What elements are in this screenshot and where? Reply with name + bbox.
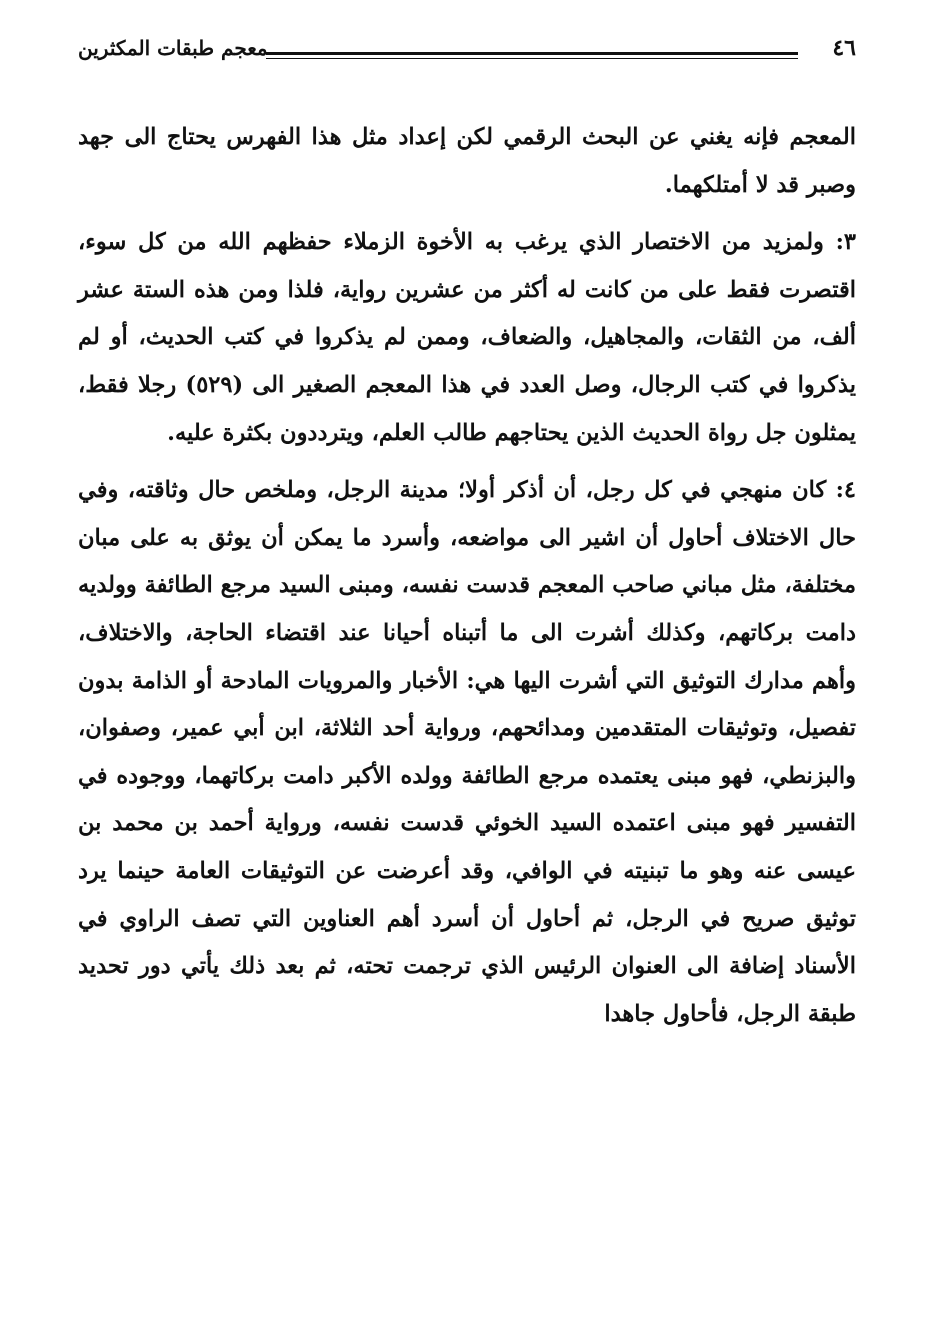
- book-title: معجم طبقات المكثرين: [78, 36, 268, 60]
- header-rule: [266, 52, 798, 55]
- paragraph-continuation: المعجم فإنه يغني عن البحث الرقمي لكن إعداد مثل هذا الفهرس يحتاج الى جهد وصبر قد لا أمتلكهما.: [78, 124, 856, 198]
- body-text: [78, 114, 856, 1038]
- paragraph-point-4: ٤: كان منهجي في كل رجل، أن أذكر أولا؛ مدينة الرجل، وملخص حال وثاقته، وفي حال الاختلاف أحاول أن اشير الى مواضعه، وأسرد ما يمكن أن يوثق به على مبان مختلفة، مثل مباني صاحب المعجم قدست نفسه، ومبنى السيد مرجع الطائفة وولديه دامت بركاتهم، وكذلك أشرت الى ما أتبناه أحيانا عند اقتضاء الحاجة، والاختلاف، وأهم مدارك التوثيق التي أشرت اليها هي: الأخبار والمرويات المادحة أو الذامة بدون تفصيل، وتوثيقات المتقدمين ومدائحهم، ورواية أحد الثلاثة، ابن أبي عمير، وصفوان، والبزنطي، فهو مبنى يعتمده مرجع الطائفة وولده الأكبر دامت بركاتهما، ووجوده في التفسير فهو مبنى اعتمده السيد الخوئي قدست نفسه، ورواية أحمد بن محمد بن عيسى عنه وهو ما تبنيته في الوافي، وقد أعرضت عن التوثيقات العامة حينما يرد توثيق صريح في الرجل، ثم أحاول أن أسرد أهم العناوين التي تصف الراوي في الأسناد إضافة الى العنوان الرئيس الذي ترجمت تحته، ثم بعد ذلك يأتي دور تحديد طبقة الرجل، فأحاول جاهدا: [78, 477, 856, 1027]
- running-header: [78, 28, 856, 68]
- paragraph-point-3: ٣: ولمزيد من الاختصار الذي يرغب به الأخوة الزملاء حفظهم الله من كل سوء، اقتصرت فقط على من كانت له أكثر من عشرين رواية، فلذا ومن هذه الستة عشر ألف، من الثقات، والمجاهيل، والضعاف، وممن لم يذكروا في كتب الحديث، أو لم يذكروا في كتب الرجال، وصل العدد في هذا المعجم الصغير الى (٥٢٩) رجلا فقط، يمثلون جل رواة الحديث الذين يحتاجهم طالب العلم، ويترددون بكثرة عليه.: [78, 229, 856, 446]
- header-rule-thin: [266, 58, 798, 59]
- page-number: ٤٦: [832, 35, 856, 61]
